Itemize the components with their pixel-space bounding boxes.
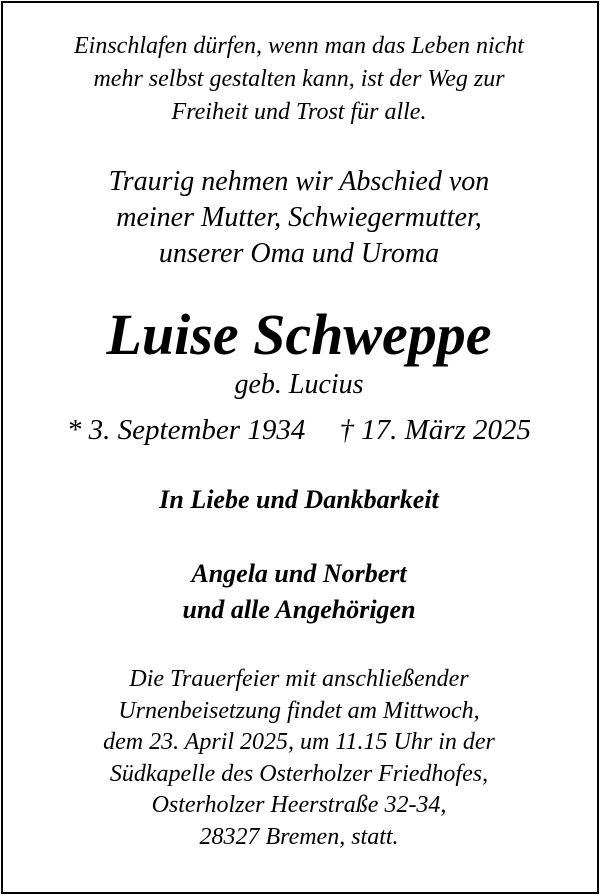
mourner-line: Angela und Norbert bbox=[191, 559, 407, 588]
quote-line: Freiheit und Trost für alle. bbox=[171, 99, 427, 125]
farewell-intro bbox=[0, 164, 598, 272]
birth-date: * 3. September 1934 bbox=[66, 414, 306, 446]
dedication: In Liebe und Dankbarkeit bbox=[159, 485, 439, 514]
life-dates bbox=[0, 410, 598, 450]
quote-line: mehr selbst gestalten kann, ist der Weg zur bbox=[93, 66, 505, 92]
deceased-name: Luise Schweppe bbox=[106, 302, 492, 367]
intro-line: meiner Mutter, Schwiegermutter, bbox=[116, 202, 482, 233]
ceremony-line: dem 23. April 2025, um 11.15 Uhr in der bbox=[103, 729, 495, 755]
birth-name: geb. Lucius bbox=[234, 369, 364, 400]
intro-line: Traurig nehmen wir Abschied von bbox=[108, 166, 490, 197]
quote-line: Einschlafen dürfen, wenn man das Leben nicht bbox=[74, 33, 524, 59]
ceremony-line: Urnenbeisetzung findet am Mittwoch, bbox=[118, 697, 480, 724]
ceremony-line: Osterholzer Heerstraße 32-34, bbox=[151, 792, 447, 818]
ceremony-line: 28327 Bremen, statt. bbox=[199, 823, 399, 850]
funeral-details bbox=[0, 664, 598, 853]
intro-line: unserer Oma und Uroma bbox=[158, 238, 440, 269]
ceremony-line: Südkapelle des Osterholzer Friedhofes, bbox=[109, 760, 489, 787]
death-date: † 17. März 2025 bbox=[339, 414, 532, 446]
ceremony-line: Die Trauerfeier mit anschließender bbox=[129, 666, 469, 692]
opening-quote bbox=[0, 30, 598, 129]
mourners bbox=[0, 556, 598, 628]
mourner-line: und alle Angehörigen bbox=[182, 595, 416, 624]
